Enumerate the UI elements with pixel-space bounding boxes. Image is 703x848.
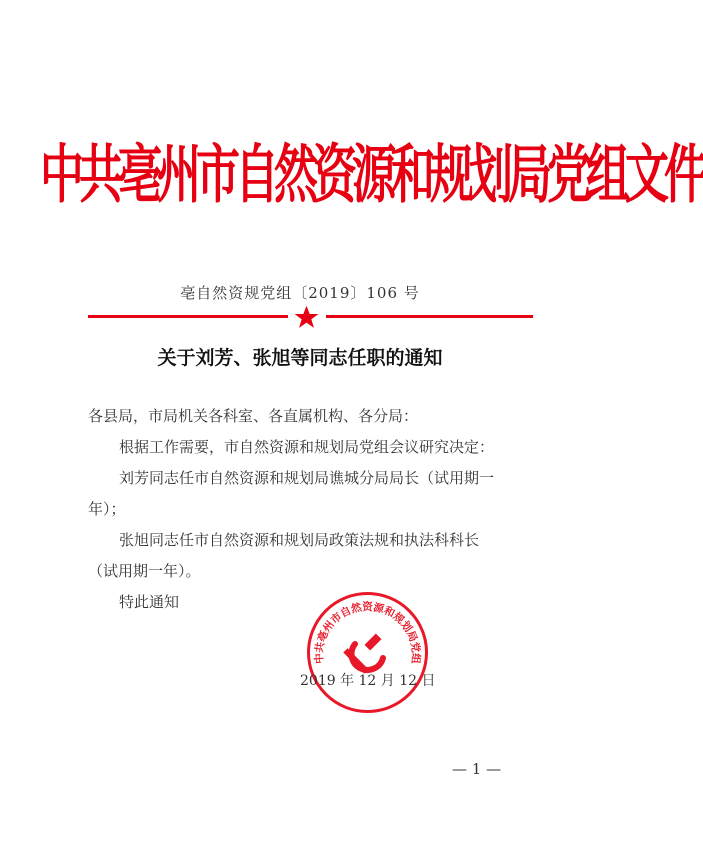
notice-paragraph: 根据工作需要，市自然资源和规划局党组会议研究决定： bbox=[119, 438, 495, 456]
document-date: 2019 年 12 月 12 日 bbox=[300, 673, 436, 689]
document-header-title: 中共亳州市自然资源和规划局党组文件 bbox=[40, 138, 703, 213]
notice-paragraph: 张旭同志任市自然资源和规划局政策法规和执法科科长 bbox=[119, 531, 480, 549]
star-icon bbox=[293, 304, 320, 331]
document-number: 亳自然资规党组〔2019〕106 号 bbox=[180, 284, 420, 302]
seal-text: 中共亳州市自然资源和规划局党组 bbox=[313, 601, 422, 665]
page-number: — 1 — bbox=[452, 760, 502, 778]
notice-paragraph: 刘芳同志任市自然资源和规划局谯城分局局长（试用期一 bbox=[119, 469, 495, 487]
header-divider-left bbox=[88, 315, 288, 318]
official-seal bbox=[305, 590, 430, 715]
hammer-sickle-icon bbox=[343, 634, 383, 674]
notice-closing: 特此通知 bbox=[119, 593, 180, 611]
notice-paragraph: （试用期一年）。 bbox=[88, 562, 201, 580]
header-divider-right bbox=[326, 315, 533, 318]
notice-paragraph: 年）； bbox=[88, 500, 126, 518]
notice-recipients: 各县局，市局机关各科室、各直属机构、各分局： bbox=[88, 407, 419, 425]
notice-title: 关于刘芳、张旭等同志任职的通知 bbox=[157, 347, 443, 369]
